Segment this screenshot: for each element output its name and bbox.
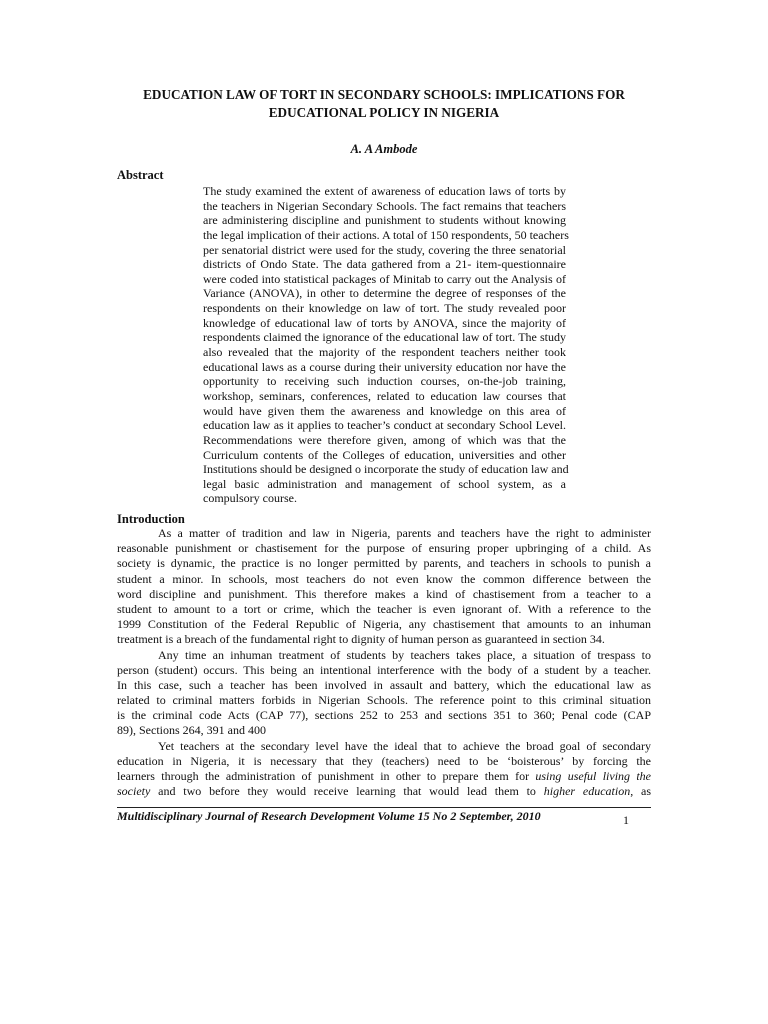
intro-text-segment: learners through the administration of punishment in other to prepare them for bbox=[117, 769, 536, 783]
intro-line: In this case, such a teacher has been involved in assault and battery, which the educational law as bbox=[117, 677, 651, 692]
intro-line: reasonable punishment or chastisement for the purpose of ensuring proper upbringing of a child. As bbox=[117, 541, 651, 556]
intro-line bbox=[117, 784, 651, 799]
paper-title-line-1: EDUCATION LAW OF TORT IN SECONDARY SCHOOLS: IMPLICATIONS FOR bbox=[143, 87, 625, 102]
abstract-line: Recommendations were therefore given, among of which was that the bbox=[203, 432, 566, 447]
intro-line: Yet teachers at the secondary level have the ideal that to achieve the broad goal of secondary bbox=[158, 738, 651, 753]
paper-title-line-2: EDUCATIONAL POLICY IN NIGERIA bbox=[268, 104, 500, 120]
abstract-line: Variance (ANOVA), in other to determine the degree of responses of the bbox=[203, 286, 566, 301]
abstract-line: legal basic administration and management of school system, as a bbox=[203, 476, 566, 491]
intro-line: student to amount to a tort or crime, which the teacher is even ignorant of. With a reference to the bbox=[117, 601, 651, 616]
abstract-line: respondents on their knowledge on law of tort. The study revealed poor bbox=[203, 301, 566, 316]
abstract-line: Curriculum contents of the Colleges of education, universities and other bbox=[203, 447, 566, 462]
abstract-line: the legal implication of their actions. A total of 150 respondents, 50 teachers bbox=[203, 227, 569, 242]
abstract-line: educational laws as a course during their university education nor have the bbox=[203, 359, 566, 374]
abstract-line: workshop, seminars, conferences, related to education law courses that bbox=[203, 388, 566, 403]
intro-italic-phrase: higher education bbox=[543, 784, 631, 799]
intro-text-segment: and two before they would receive learning that would lead them to bbox=[150, 784, 544, 799]
abstract-line: education law as it applies to teacher’s conduct at secondary School Level. bbox=[203, 418, 566, 433]
intro-line: word discipline and punishment. This therefore makes a kind of chastisement from a teacher to a bbox=[117, 586, 651, 601]
intro-italic-phrase: society bbox=[117, 784, 151, 799]
abstract-line: opportunity to receiving such induction courses, on-the-job training, bbox=[203, 374, 566, 389]
intro-line: person (student) occurs. This being an intentional interference with the body of a student by a teacher. bbox=[117, 662, 651, 677]
abstract-line: would have given them the awareness and knowledge on this area of bbox=[203, 403, 566, 418]
intro-line: society is dynamic, the practice is no longer permitted by parents, and teachers in schools to punish a bbox=[117, 556, 651, 571]
abstract-line: are administering discipline and punishment to students without knowing bbox=[203, 213, 566, 228]
intro-line: is the criminal code Acts (CAP 77), sections 252 to 253 and sections 351 to 360; Penal code (CAP bbox=[117, 708, 651, 723]
paper-title bbox=[100, 86, 668, 121]
abstract-line: compulsory course. bbox=[203, 491, 297, 506]
intro-line: Any time an inhuman treatment of students by teachers takes place, a situation of trespass to bbox=[158, 647, 651, 662]
abstract-line: per senatorial district were used for the study, covering the three senatorial bbox=[203, 242, 566, 257]
abstract-line: The study examined the extent of awareness of education laws of torts by bbox=[203, 184, 566, 198]
abstract-line: the teachers in Nigerian Secondary Schools. The fact remains that teachers bbox=[203, 198, 566, 213]
intro-line: related to criminal matters forbids in Nigerian Schools. The reference point to this criminal situation bbox=[117, 693, 651, 708]
intro-line: student a minor. In schools, most teachers do not even know the common difference between the bbox=[117, 571, 651, 586]
abstract-line: Institutions should be designed o incorporate the study of education law and bbox=[203, 462, 569, 477]
intro-line: education in Nigeria, it is necessary that they (teachers) need to be ‘boisterous’ by forcing the bbox=[117, 753, 651, 768]
abstract-body bbox=[203, 184, 569, 506]
intro-line: 1999 Constitution of the Federal Republic of Nigeria, any chastisement that amounts to an inhuman bbox=[117, 617, 651, 632]
author-name: A. A Ambode bbox=[350, 142, 418, 156]
journal-citation: Multidisciplinary Journal of Research Development Volume 15 No 2 September, 2010 bbox=[117, 809, 541, 823]
intro-line: 89), Sections 264, 391 and 400 bbox=[117, 723, 266, 738]
introduction-body bbox=[117, 526, 651, 799]
intro-line: treatment is a breach of the fundamental right to dignity of human person as guaranteed in section 34. bbox=[117, 632, 605, 647]
page-number: 1 bbox=[623, 813, 629, 827]
intro-line bbox=[117, 769, 651, 784]
abstract-heading: Abstract bbox=[117, 168, 164, 182]
abstract-line: knowledge of educational law of torts by ANOVA, since the majority of bbox=[203, 315, 566, 330]
abstract-line: were coded into statistical packages of Minitab to carry out the Analysis of bbox=[203, 271, 566, 286]
abstract-line: also revealed that the majority of the respondent teachers neither took bbox=[203, 345, 566, 360]
footer-divider bbox=[117, 807, 651, 808]
intro-italic-phrase: using useful living the bbox=[535, 769, 652, 783]
abstract-line: respondents claimed the ignorance of the educational law of tort. The study bbox=[203, 330, 566, 345]
abstract-line: districts of Ondo State. The data gathered from a 21- item-questionnaire bbox=[203, 257, 566, 272]
intro-line: As a matter of tradition and law in Nigeria, parents and teachers have the right to administer bbox=[158, 526, 651, 540]
introduction-heading: Introduction bbox=[117, 512, 185, 526]
intro-text-segment: , as bbox=[630, 784, 652, 799]
